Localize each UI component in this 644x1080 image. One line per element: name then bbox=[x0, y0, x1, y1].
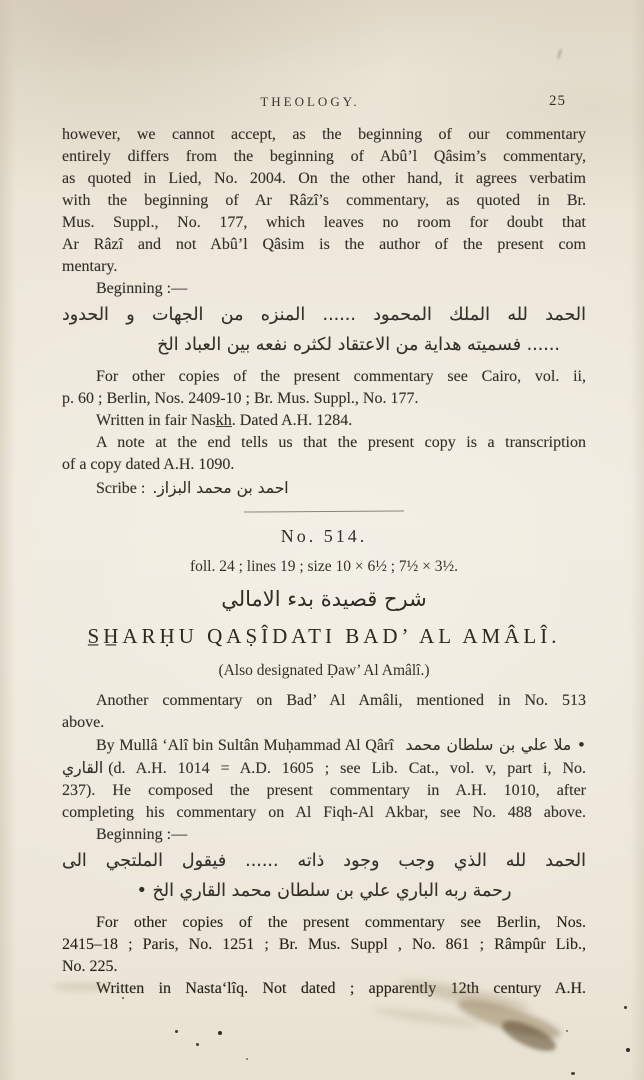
ink-speck bbox=[624, 1006, 627, 1009]
text-block bbox=[62, 94, 586, 1000]
text-line: Another commentary on Bad’ Al Amâli, mentioned in No. 513 bbox=[96, 692, 586, 709]
author-name-arabic: القاري bbox=[62, 759, 104, 777]
text-line bbox=[62, 757, 586, 780]
paragraph bbox=[62, 366, 586, 410]
ink-speck bbox=[566, 1030, 568, 1032]
scribe-line bbox=[62, 476, 586, 501]
ink-smudge bbox=[372, 1005, 482, 1029]
entry-514 bbox=[62, 524, 586, 1000]
paragraph bbox=[62, 432, 586, 476]
running-header bbox=[62, 94, 586, 112]
arabic-line: رحمة ربه الباري علي بن سلطان محمد القاري الخ • bbox=[136, 881, 512, 901]
ink-smudge bbox=[454, 993, 564, 1046]
arabic-line: الحمد لله الذي وجب وجود ذاته ...... فيقول الملتجي الى bbox=[62, 851, 586, 871]
paragraph bbox=[62, 124, 586, 278]
script-note: Written in Nasta‘lîq. Not dated ; apparently 12th century A.H. bbox=[96, 980, 586, 997]
author-line-english: (d. A.H. 1014 = A.D. 1605 ; see Lib. Cat., vol. v, part i, No. bbox=[108, 760, 586, 777]
arabic-line: الحمد لله الملك المحمود ...... المنزه من الجهات و الحدود bbox=[62, 305, 586, 325]
ink-speck bbox=[218, 1031, 222, 1035]
text-line: above. bbox=[62, 714, 105, 731]
arabic-line: ...... فسميته هداية من الاعتقاد لكثره نفعه بين العباد الخ bbox=[157, 335, 560, 355]
entry-number: No. 514. bbox=[280, 526, 368, 546]
scribe-label: Scribe : bbox=[96, 480, 146, 497]
section-divider bbox=[244, 510, 404, 512]
text-line: entirely differs from the beginning of Abû’l Qâsim’s commentary, bbox=[62, 148, 586, 165]
beginning-label: Beginning :— bbox=[96, 280, 188, 297]
paragraph bbox=[62, 690, 586, 734]
section-title: THEOLOGY. bbox=[260, 94, 360, 109]
text-line: completing his commentary on Al Fiqh-Al Akbar, see No. 488 above. bbox=[62, 804, 586, 821]
text-line: 2415–18 ; Paris, No. 1251 ; Br. Mus. Suppl , No. 861 ; Râmpûr Lib., bbox=[62, 936, 586, 953]
ink-speck bbox=[626, 1048, 630, 1052]
collation-line: foll. 24 ; lines 19 ; size 10 × 6½ ; 7½ × 3½. bbox=[189, 558, 459, 575]
page-number: 25 bbox=[549, 93, 566, 109]
ink-smudge bbox=[498, 1015, 559, 1057]
arabic-quote bbox=[62, 846, 586, 906]
scribe-name-arabic: احمد بن محمد البزاز. bbox=[152, 479, 289, 497]
script-note: Written in fair Nask̲h̲. Dated A.H. 1284. bbox=[96, 412, 353, 429]
ink-speck bbox=[246, 1058, 248, 1060]
entry-title: S̲H̲ARḤU QAṢÎDATI BAD’ AL AMÂLÎ. bbox=[87, 624, 561, 648]
text-line: p. 60 ; Berlin, Nos. 2409-10 ; Br. Mus. Suppl., No. 177. bbox=[62, 390, 419, 407]
author-paragraph bbox=[62, 734, 586, 824]
pencil-mark bbox=[556, 48, 563, 60]
text-line: 237). He composed the present commentary in A.H. 1010, after bbox=[62, 782, 586, 799]
entry-subtitle: (Also designated Ḍaw’ Al Amâlî.) bbox=[218, 662, 430, 679]
paragraph bbox=[62, 912, 586, 978]
arabic-title: شرح قصيدة بدء الامالي bbox=[221, 587, 427, 611]
author-line-english: By Mullâ ‘Alî bin Sultân Muḥammad Al Qârî bbox=[96, 737, 394, 754]
ink-speck bbox=[571, 1072, 575, 1075]
text-line: with the beginning of Ar Râzî’s commentary, as quoted in Br. bbox=[62, 192, 586, 209]
text-line: For other copies of the present commentary see Berlin, Nos. bbox=[96, 914, 586, 931]
text-line: No. 225. bbox=[62, 958, 118, 975]
author-name-arabic: • ملا علي بن سلطان محمد bbox=[405, 736, 586, 754]
text-line: Mus. Suppl., No. 177, which leaves no room for doubt that bbox=[62, 214, 586, 231]
beginning-label: Beginning :— bbox=[96, 826, 188, 843]
text-line: as quoted in Lied, No. 2004. On the other hand, it agrees verbatim bbox=[62, 170, 586, 187]
text-line: of a copy dated A.H. 1090. bbox=[62, 456, 235, 473]
text-line: however, we cannot accept, as the beginning of our commentary bbox=[62, 126, 586, 143]
arabic-quote bbox=[62, 300, 586, 360]
text-line: A note at the end tells us that the present copy is a transcription bbox=[96, 434, 586, 451]
text-line: mentary. bbox=[62, 258, 118, 275]
ink-speck bbox=[175, 1030, 178, 1033]
text-line: Ar Râzî and not Abû’l Qâsim is the author of the present com bbox=[62, 236, 586, 253]
entry-513 bbox=[62, 124, 586, 501]
text-line: For other copies of the present commentary see Cairo, vol. ii, bbox=[96, 368, 586, 385]
text-line bbox=[62, 734, 586, 757]
ink-speck bbox=[196, 1043, 199, 1046]
